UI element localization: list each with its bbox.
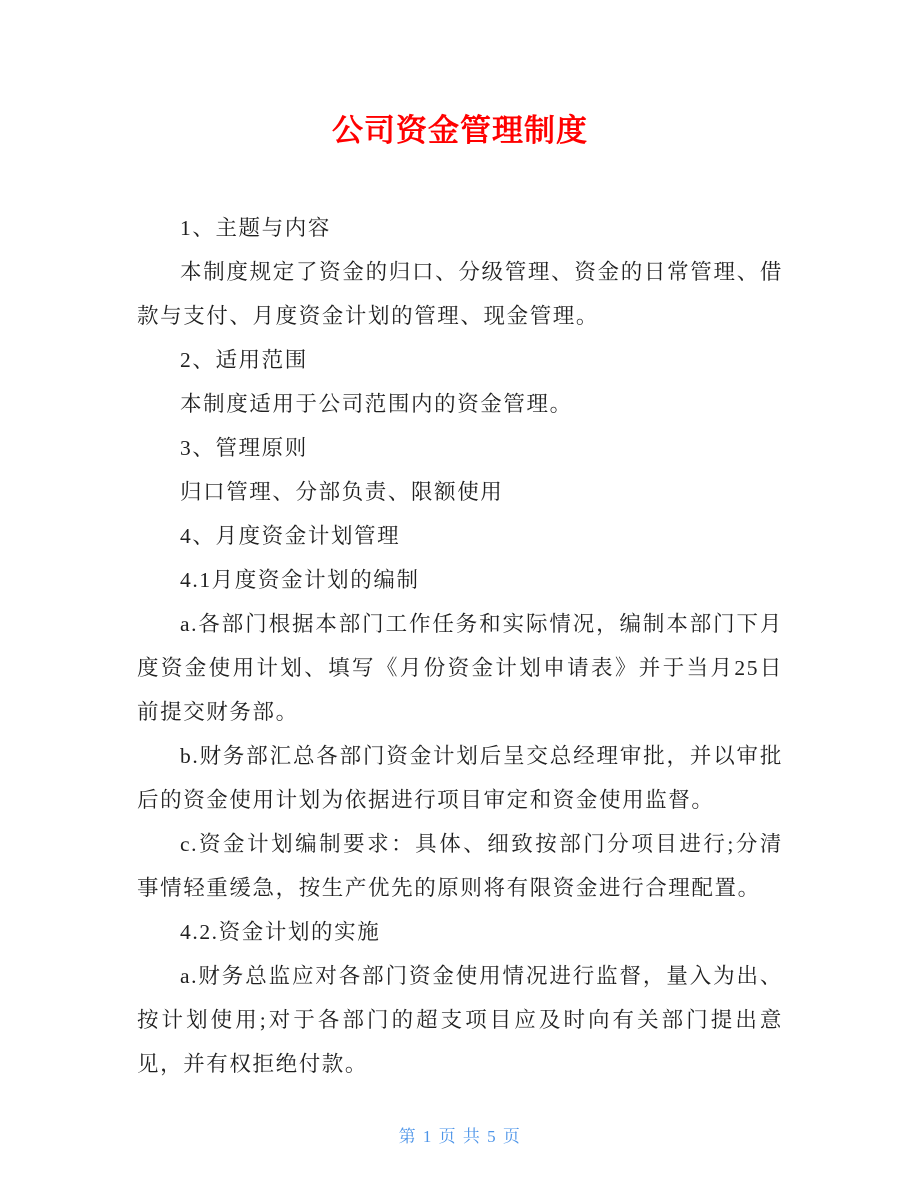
document-body (137, 206, 783, 1086)
page-title: 公司资金管理制度 (332, 113, 588, 148)
paragraph-heading-4: 4、月度资金计划管理 (180, 524, 401, 548)
paragraph-body: 归口管理、分部负责、限额使用 (180, 480, 504, 504)
paragraph-subheading-4-2: 4.2.资金计划的实施 (180, 920, 381, 944)
page-footer (0, 1122, 920, 1147)
paragraph-item-a: a.各部门根据本部门工作任务和实际情况，编制本部门下月度资金使用计划、填写《月份资金计划申请表》并于当月25日前提交财务部。 (137, 612, 783, 724)
paragraph-item-a2: a.财务总监应对各部门资金使用情况进行监督，量入为出、按计划使用;对于各部门的超支项目应及时向有关部门提出意见，并有权拒绝付款。 (137, 964, 783, 1076)
paragraph-heading-3: 3、管理原则 (180, 436, 308, 460)
paragraph-item-b: b.财务部汇总各部门资金计划后呈交总经理审批，并以审批后的资金使用计划为依据进行项目审定和资金使用监督。 (137, 744, 783, 812)
page-number-indicator: 第 1 页 共 5 页 (398, 1127, 522, 1146)
paragraph-item-c: c.资金计划编制要求：具体、细致按部门分项目进行;分清事情轻重缓急，按生产优先的原则将有限资金进行合理配置。 (137, 832, 783, 900)
paragraph-heading-1: 1、主题与内容 (180, 216, 331, 240)
paragraph-subheading-4-1: 4.1月度资金计划的编制 (180, 568, 420, 592)
paragraph-body: 本制度适用于公司范围内的资金管理。 (180, 392, 573, 416)
paragraph-body: 本制度规定了资金的归口、分级管理、资金的日常管理、借款与支付、月度资金计划的管理、现金管理。 (137, 260, 783, 328)
paragraph-heading-2: 2、适用范围 (180, 348, 308, 372)
